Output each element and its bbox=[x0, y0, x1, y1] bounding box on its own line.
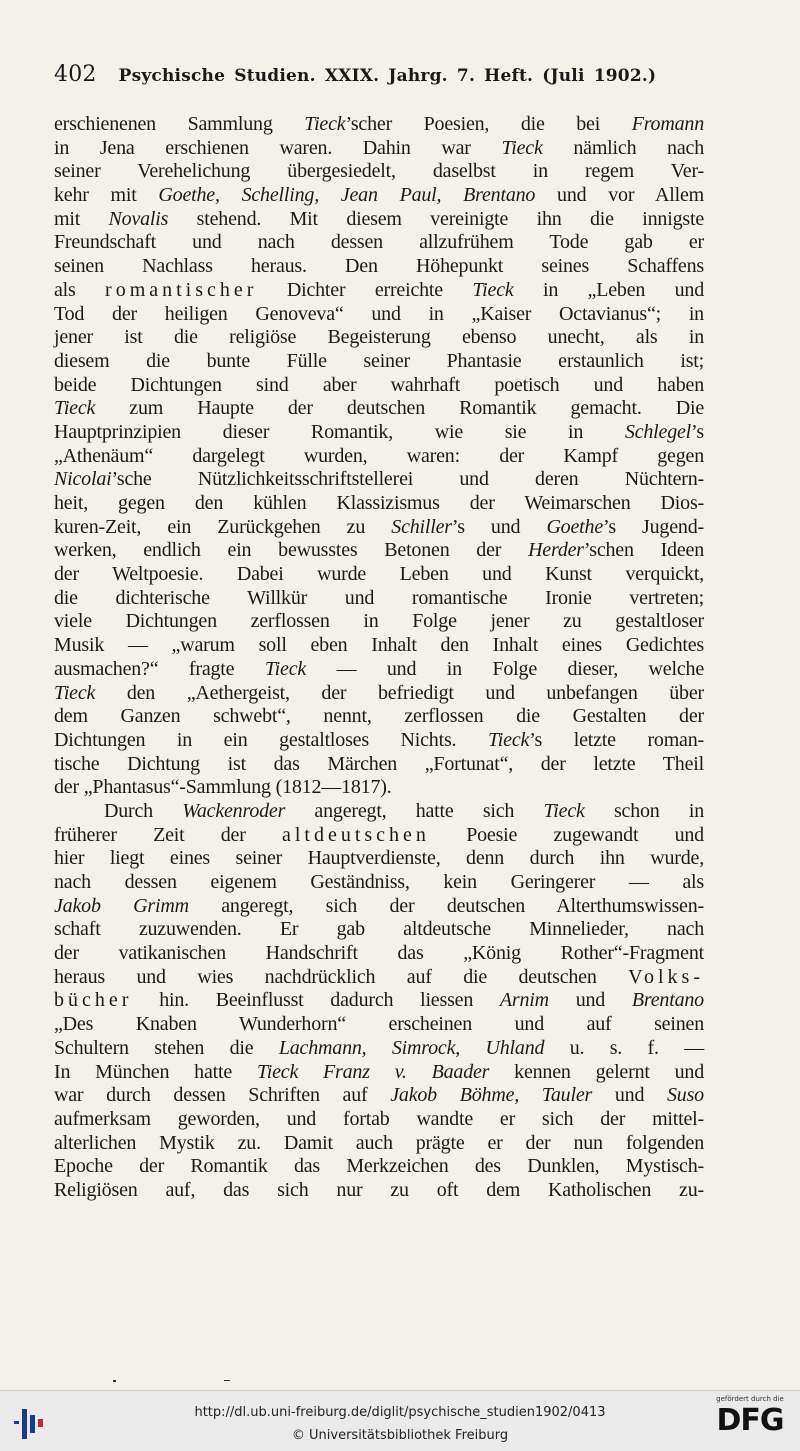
italic-name: Tieck bbox=[264, 657, 307, 680]
text-line bbox=[54, 871, 704, 895]
italic-name: Jakob Böhme, Tauler bbox=[390, 1084, 593, 1107]
text-line bbox=[54, 847, 704, 871]
italic-name: Tieck bbox=[487, 728, 530, 751]
italic-name: Schlegel bbox=[624, 420, 692, 443]
text-line bbox=[54, 824, 704, 848]
text-line bbox=[54, 350, 704, 374]
text-line bbox=[54, 1013, 704, 1037]
text-run: der Weltpoesie. Dabei wurde Leben und Kunst verquickt, bbox=[54, 563, 704, 586]
text-run: angeregt, hatte sich bbox=[285, 799, 544, 822]
text-line bbox=[54, 231, 704, 255]
italic-name: Tieck bbox=[54, 681, 96, 704]
spaced-text: romantischer bbox=[105, 278, 258, 301]
text-run: diesem die bunte Fülle seiner Phantasie erstaunlich ist; bbox=[54, 349, 704, 372]
text-run: heit, gegen den kühlen Klassizismus der Weimarschen Dios- bbox=[54, 492, 704, 514]
text-line bbox=[54, 421, 704, 445]
italic-name: Tieck bbox=[543, 799, 585, 822]
italic-name: Novalis bbox=[108, 207, 169, 230]
dfg-wordmark: DFG bbox=[716, 1403, 784, 1438]
italic-name: Jakob Grimm bbox=[54, 894, 189, 917]
text-run: schaft zuzuwenden. Er gab altdeutsche Minnelieder, nach bbox=[54, 918, 704, 941]
italic-name: Wackenroder bbox=[182, 799, 286, 822]
text-line bbox=[54, 587, 704, 611]
text-line bbox=[54, 326, 704, 350]
text-line bbox=[54, 966, 704, 990]
text-run: Freundschaft und nach dessen allzufrühem Tode gab er bbox=[54, 231, 704, 254]
text-run: Dichtungen in ein gestaltloses Nichts. bbox=[54, 728, 488, 751]
text-line bbox=[54, 705, 704, 729]
text-run: werken, endlich ein bewusstes Betonen der bbox=[54, 539, 529, 562]
text-line bbox=[54, 753, 704, 777]
text-line bbox=[54, 989, 704, 1013]
italic-name: Suso bbox=[667, 1084, 704, 1107]
text-run: ausmachen?“ fragte bbox=[54, 657, 265, 680]
text-line bbox=[54, 800, 704, 824]
text-run: und vor Allem bbox=[535, 184, 704, 207]
text-run: hin. Beeinflusst dadurch liessen bbox=[132, 989, 500, 1012]
text-line bbox=[54, 682, 704, 706]
text-run: ’s letzte roman- bbox=[529, 728, 704, 751]
text-run: ’schen Ideen bbox=[583, 539, 704, 562]
text-line bbox=[54, 610, 704, 634]
print-mark bbox=[224, 1380, 230, 1381]
text-line bbox=[54, 729, 704, 753]
text-run: und bbox=[592, 1084, 667, 1107]
italic-name: Herder bbox=[528, 539, 584, 562]
text-run: der „Phantasus“-Sammlung (1812—1817). bbox=[54, 776, 392, 799]
text-run: seinen Nachlass heraus. Den Höhepunkt seines Schaffens bbox=[54, 255, 704, 278]
text-run: den „Aethergeist, der befriedigt und unbefangen über bbox=[95, 681, 704, 704]
text-run: kennen gelernt und bbox=[489, 1060, 705, 1083]
text-line bbox=[54, 1108, 704, 1132]
text-line bbox=[54, 184, 704, 208]
italic-name: Brentano bbox=[631, 989, 704, 1012]
italic-name: Tieck Franz v. Baader bbox=[256, 1060, 490, 1083]
text-run: Religiösen auf, das sich nur zu oft dem Katholischen zu- bbox=[54, 1178, 704, 1201]
text-run: Tod der heiligen Genoveva“ und in „Kaiser Octavianus“; in bbox=[54, 302, 704, 325]
italic-name: Tieck bbox=[304, 113, 346, 135]
text-run: mit bbox=[54, 207, 109, 230]
text-run: aufmerksam geworden, und fortab wandte er sich der mittel- bbox=[54, 1107, 704, 1130]
running-head bbox=[54, 62, 694, 87]
text-run: heraus und wies nachdrücklich auf die deutschen bbox=[54, 965, 629, 988]
text-line bbox=[54, 113, 704, 137]
dfg-logo bbox=[708, 1395, 792, 1447]
text-run: in „Leben und bbox=[513, 278, 704, 301]
text-run: jener ist die religiöse Begeisterung ebenso unecht, als in bbox=[54, 326, 704, 349]
text-run: Dichter erreichte bbox=[257, 278, 473, 301]
print-mark bbox=[113, 1380, 116, 1382]
italic-name: Nicolai bbox=[54, 468, 112, 491]
text-line bbox=[54, 445, 704, 469]
italic-name: Tieck bbox=[54, 397, 96, 420]
text-run: Schultern stehen die bbox=[54, 1036, 279, 1059]
text-run: ’scher Poesien, die bei bbox=[345, 113, 632, 135]
text-run: Poesie zugewandt und bbox=[429, 823, 704, 846]
viewer-footer bbox=[0, 1390, 800, 1451]
source-url[interactable]: http://dl.ub.uni-freiburg.de/diglit/psychische_studien1902/0413 bbox=[194, 1405, 606, 1420]
text-line bbox=[54, 374, 704, 398]
text-line bbox=[54, 1155, 704, 1179]
text-run: zum Haupte der deutschen Romantik gemacht. Die bbox=[95, 397, 704, 420]
body-text bbox=[54, 113, 704, 1203]
text-run: Durch bbox=[104, 799, 183, 822]
text-run: ’s Jugend- bbox=[603, 515, 704, 538]
text-run: hier liegt eines seiner Hauptverdienste, denn durch ihn wurde, bbox=[54, 847, 704, 870]
text-run: seiner Verehelichung übergesiedelt, daselbst in regem Ver- bbox=[54, 160, 704, 183]
text-line bbox=[54, 1132, 704, 1156]
text-run: beide Dichtungen sind aber wahrhaft poetisch und haben bbox=[54, 373, 704, 396]
text-run: stehend. Mit diesem vereinigte ihn die innigste bbox=[168, 207, 704, 230]
italic-name: Fromann bbox=[631, 113, 704, 135]
text-line bbox=[54, 776, 704, 800]
text-run: als bbox=[54, 278, 106, 301]
text-run: erschienenen Sammlung bbox=[54, 113, 305, 135]
text-run: Epoche der Romantik das Merkzeichen des Dunklen, Mystisch- bbox=[54, 1155, 704, 1178]
text-line bbox=[54, 658, 704, 682]
text-line bbox=[54, 634, 704, 658]
text-line bbox=[54, 492, 704, 516]
text-line bbox=[54, 279, 704, 303]
text-line bbox=[54, 137, 704, 161]
text-line bbox=[54, 1061, 704, 1085]
text-run: tische Dichtung ist das Märchen „Fortunat“, der letzte Theil bbox=[54, 752, 704, 775]
text-line bbox=[54, 895, 704, 919]
text-line bbox=[54, 1037, 704, 1061]
copyright-notice: © Universitätsbibliothek Freiburg bbox=[291, 1428, 509, 1443]
spaced-text: bücher bbox=[54, 989, 133, 1012]
text-run: kuren-Zeit, ein Zurückgehen zu bbox=[54, 515, 392, 538]
text-line bbox=[54, 1179, 704, 1203]
text-run: war durch dessen Schriften auf bbox=[54, 1084, 391, 1107]
text-run: früherer Zeit der bbox=[54, 823, 282, 846]
italic-name: Tieck bbox=[501, 136, 543, 159]
text-run: angeregt, sich der deutschen Alterthumswissen- bbox=[188, 894, 704, 917]
text-run: „Des Knaben Wunderhorn“ erscheinen und auf seinen bbox=[54, 1013, 704, 1036]
text-run: ’sche Nützlichkeitsschriftstellerei und deren Nüchtern- bbox=[111, 468, 704, 491]
text-run: in Jena erschienen waren. Dahin war bbox=[54, 136, 502, 159]
text-line bbox=[54, 539, 704, 563]
text-line bbox=[54, 208, 704, 232]
text-line bbox=[54, 942, 704, 966]
italic-name: Tieck bbox=[472, 278, 514, 301]
text-run: viele Dichtungen zerflossen in Folge jener zu gestaltloser bbox=[54, 610, 704, 633]
text-line bbox=[54, 160, 704, 184]
text-run: ’s und bbox=[451, 515, 547, 538]
italic-name: Lachmann, Simrock, Uhland bbox=[278, 1036, 545, 1059]
italic-name: Goethe bbox=[546, 515, 603, 538]
spaced-text: altdeutschen bbox=[281, 823, 430, 846]
text-run: alterlichen Mystik zu. Damit auch prägte er der nun folgenden bbox=[54, 1131, 704, 1154]
text-run: In München hatte bbox=[54, 1060, 257, 1083]
text-run: dem Ganzen schwebt“, nennt, zerflossen die Gestalten der bbox=[54, 705, 704, 728]
text-run: Hauptprinzipien dieser Romantik, wie sie in bbox=[54, 420, 625, 443]
dfg-funding-note: gefördert durch die bbox=[716, 1395, 784, 1403]
text-run: kehr mit bbox=[54, 184, 159, 207]
text-run: schon in bbox=[584, 799, 704, 822]
text-line bbox=[54, 397, 704, 421]
page-number: 402 bbox=[54, 62, 97, 87]
text-line bbox=[54, 563, 704, 587]
text-line bbox=[54, 1084, 704, 1108]
italic-name: Arnim bbox=[499, 989, 549, 1012]
text-run: Musik — „warum soll eben Inhalt den Inhalt eines Gedichtes bbox=[54, 634, 704, 657]
text-line bbox=[54, 468, 704, 492]
text-run: — und in Folge dieser, welche bbox=[306, 657, 704, 680]
italic-name: Goethe, Schelling, Jean Paul, Brentano bbox=[158, 184, 536, 207]
text-run: ’s bbox=[691, 420, 704, 443]
text-run: und bbox=[548, 989, 632, 1012]
text-run: nämlich nach bbox=[542, 136, 705, 159]
text-line bbox=[54, 255, 704, 279]
spaced-text: Volks- bbox=[628, 965, 704, 988]
text-run: „Athenäum“ dargelegt wurden, waren: der Kampf gegen bbox=[54, 444, 704, 467]
text-run: u. s. f. — bbox=[544, 1036, 704, 1059]
text-line bbox=[54, 516, 704, 540]
text-line bbox=[54, 303, 704, 327]
text-run: der vatikanischen Handschrift das „König Rother“-Fragment bbox=[54, 942, 704, 965]
text-line bbox=[54, 918, 704, 942]
running-title: Psychische Studien. XXIX. Jahrg. 7. Heft. (Juli 1902.) bbox=[118, 66, 657, 86]
text-run: nach dessen eigenem Geständniss, kein Geringerer — als bbox=[54, 871, 704, 893]
text-run: die dichterische Willkür und romantische Ironie vertreten; bbox=[54, 586, 704, 609]
italic-name: Schiller bbox=[391, 515, 452, 538]
